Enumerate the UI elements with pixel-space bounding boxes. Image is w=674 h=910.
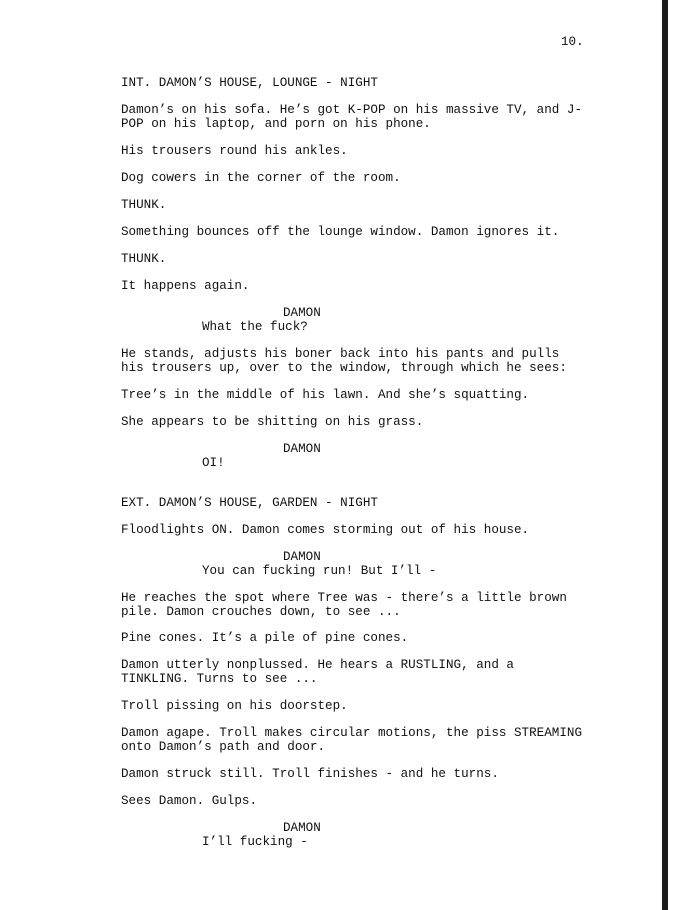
page-edge-border bbox=[662, 0, 668, 910]
action-line: He reaches the spot where Tree was - there’s a little brown bbox=[121, 591, 567, 605]
action-line: Something bounces off the lounge window. Damon ignores it. bbox=[121, 225, 560, 239]
dialogue-line: OI! bbox=[202, 456, 225, 470]
action-line: his trousers up, over to the window, through which he sees: bbox=[121, 361, 567, 375]
action-line: It happens again. bbox=[121, 279, 250, 293]
dialogue-line: What the fuck? bbox=[202, 320, 308, 334]
action-line: She appears to be shitting on his grass. bbox=[121, 415, 424, 429]
scene-heading: EXT. DAMON’S HOUSE, GARDEN - NIGHT bbox=[121, 496, 378, 510]
scene-heading: INT. DAMON’S HOUSE, LOUNGE - NIGHT bbox=[121, 76, 378, 90]
action-line: His trousers round his ankles. bbox=[121, 144, 348, 158]
action-line: Damon agape. Troll makes circular motions, the piss STREAMING bbox=[121, 726, 583, 740]
action-line: onto Damon’s path and door. bbox=[121, 740, 326, 754]
action-line: POP on his laptop, and porn on his phone. bbox=[121, 117, 431, 131]
action-line: THUNK. bbox=[121, 198, 167, 212]
action-line: Pine cones. It’s a pile of pine cones. bbox=[121, 631, 409, 645]
dialogue-line: You can fucking run! But I’ll - bbox=[202, 564, 437, 578]
character-cue: DAMON bbox=[283, 442, 321, 456]
page-number: 10. bbox=[561, 35, 584, 49]
action-line: Floodlights ON. Damon comes storming out of his house. bbox=[121, 523, 530, 537]
action-line: Sees Damon. Gulps. bbox=[121, 794, 258, 808]
action-line: TINKLING. Turns to see ... bbox=[121, 672, 318, 686]
action-line: Troll pissing on his doorstep. bbox=[121, 699, 348, 713]
action-line: Dog cowers in the corner of the room. bbox=[121, 171, 401, 185]
character-cue: DAMON bbox=[283, 550, 321, 564]
character-cue: DAMON bbox=[283, 821, 321, 835]
action-line: Damon’s on his sofa. He’s got K-POP on his massive TV, and J- bbox=[121, 103, 583, 117]
action-line: Damon struck still. Troll finishes - and he turns. bbox=[121, 767, 499, 781]
action-line: THUNK. bbox=[121, 252, 167, 266]
action-line: Damon utterly nonplussed. He hears a RUSTLING, and a bbox=[121, 658, 514, 672]
action-line: pile. Damon crouches down, to see ... bbox=[121, 605, 401, 619]
character-cue: DAMON bbox=[283, 306, 321, 320]
action-line: Tree’s in the middle of his lawn. And she’s squatting. bbox=[121, 388, 530, 402]
action-line: He stands, adjusts his boner back into his pants and pulls bbox=[121, 347, 560, 361]
dialogue-line: I’ll fucking - bbox=[202, 835, 308, 849]
